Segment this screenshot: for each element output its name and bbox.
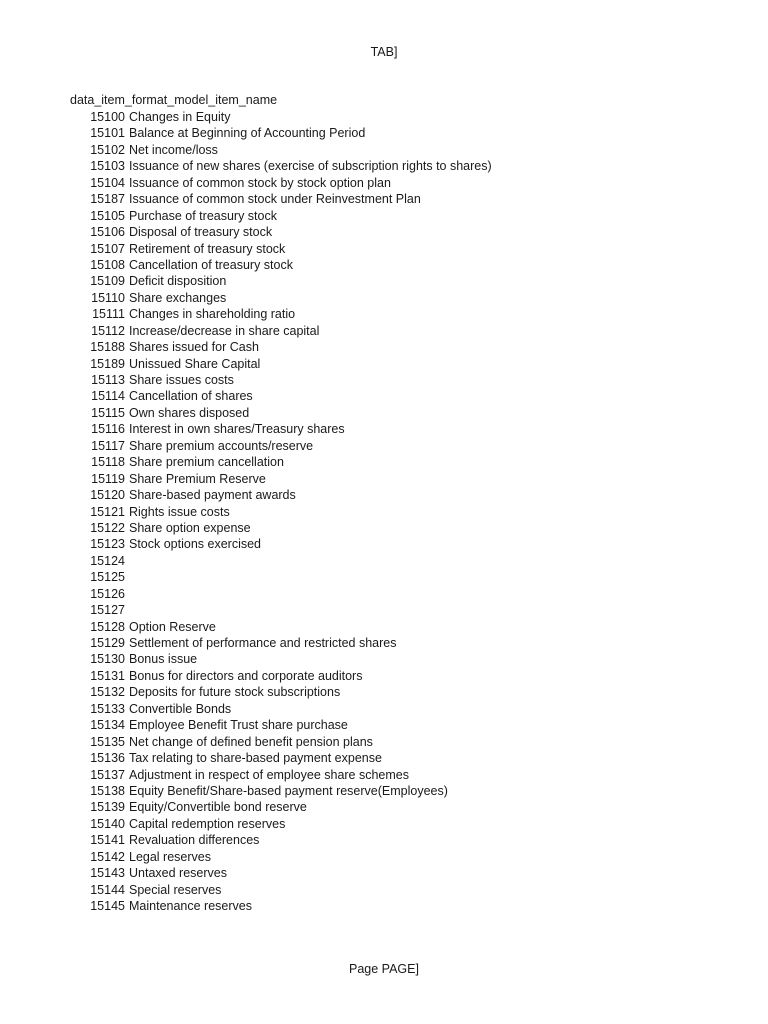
item-code: 15127 — [90, 603, 125, 618]
list-item — [70, 849, 492, 865]
item-name: Net income/loss — [129, 142, 218, 157]
item-name: Net change of defined benefit pension plans — [129, 734, 373, 749]
item-name: Maintenance reserves — [129, 899, 252, 913]
item-code: 15102 — [90, 142, 125, 157]
item-code: 15113 — [91, 373, 125, 387]
item-name: Own shares disposed — [129, 405, 250, 420]
item-name: Adjustment in respect of employee share schemes — [129, 767, 409, 782]
list-item — [70, 438, 492, 454]
item-code: 15132 — [90, 685, 125, 700]
item-name: Revaluation differences — [129, 833, 260, 848]
list-item — [70, 536, 492, 552]
item-name: Balance at Beginning of Accounting Period — [129, 126, 366, 141]
item-code: 15107 — [90, 241, 125, 256]
item-name: Settlement of performance and restricted shares — [129, 636, 397, 650]
list-item — [70, 388, 492, 404]
item-code: 15106 — [90, 225, 125, 240]
item-code: 15134 — [90, 718, 125, 733]
item-code: 15144 — [90, 882, 125, 897]
item-name: Equity/Convertible bond reserve — [129, 800, 307, 815]
list-item — [70, 208, 492, 224]
list-item — [70, 356, 492, 372]
item-name: Employee Benefit Trust share purchase — [129, 718, 348, 733]
list-item — [70, 471, 492, 487]
item-name: Disposal of treasury stock — [129, 225, 273, 240]
item-name: Capital redemption reserves — [129, 816, 286, 831]
item-code: 15125 — [90, 570, 125, 585]
item-code: 15143 — [90, 866, 125, 881]
item-name: Retirement of treasury stock — [129, 241, 286, 256]
item-code: 15103 — [90, 159, 125, 174]
item-name: Share issues costs — [129, 373, 234, 387]
item-code: 15142 — [90, 849, 125, 864]
list-item — [70, 816, 492, 832]
item-name: Shares issued for Cash — [129, 340, 259, 355]
list-item — [70, 750, 492, 766]
item-code: 15136 — [90, 751, 125, 766]
list-item — [70, 306, 492, 322]
item-name: Share premium cancellation — [129, 455, 284, 470]
item-name: Deposits for future stock subscriptions — [129, 685, 341, 700]
item-code: 15114 — [91, 389, 125, 404]
list-item — [70, 832, 492, 848]
item-code: 15100 — [90, 110, 125, 124]
item-name: Bonus issue — [129, 652, 198, 667]
page-footer: Page PAGE] — [349, 962, 419, 976]
item-code: 15128 — [90, 619, 125, 634]
item-code: 15105 — [90, 208, 125, 223]
item-name: Share-based payment awards — [129, 488, 296, 503]
list-item — [70, 767, 492, 783]
item-code: 15111 — [92, 307, 125, 322]
item-name: Deficit disposition — [129, 274, 227, 289]
item-name: Changes in Equity — [129, 110, 231, 124]
item-name: Cancellation of treasury stock — [129, 257, 293, 272]
item-name: Issuance of new shares (exercise of subscription rights to shares) — [129, 159, 492, 174]
list-item — [70, 421, 492, 437]
item-name: Issuance of common stock under Reinvestment Plan — [129, 192, 421, 207]
list-item — [70, 372, 492, 388]
list-item — [70, 109, 492, 125]
column-heading: data_item_format_model_item_name — [70, 93, 278, 107]
list-item — [70, 125, 492, 141]
item-name: Untaxed reserves — [129, 866, 227, 881]
item-name: Share premium accounts/reserve — [129, 438, 314, 453]
list-item — [70, 191, 492, 207]
item-name: Share Premium Reserve — [129, 471, 266, 486]
item-code: 15109 — [90, 274, 125, 289]
item-code: 15129 — [90, 636, 125, 650]
item-code: 15119 — [91, 471, 125, 486]
list-item — [70, 602, 492, 618]
list-item — [70, 569, 492, 585]
item-code: 15122 — [90, 520, 125, 535]
list-item — [70, 553, 492, 569]
item-name: Stock options exercised — [129, 537, 262, 552]
item-code: 15130 — [90, 652, 125, 667]
list-item — [70, 454, 492, 470]
list-item — [70, 142, 492, 158]
list-item — [70, 586, 492, 602]
list-item — [70, 882, 492, 898]
item-code: 15123 — [90, 537, 125, 552]
list-item — [70, 257, 492, 273]
item-code: 15133 — [90, 701, 125, 716]
item-list — [70, 109, 492, 914]
list-item — [70, 799, 492, 815]
item-code: 15135 — [90, 734, 125, 749]
list-item — [70, 701, 492, 717]
item-name: Changes in shareholding ratio — [129, 307, 296, 322]
item-code: 15118 — [91, 455, 125, 470]
item-name: Tax relating to share-based payment expense — [129, 751, 382, 766]
item-name: Share exchanges — [129, 290, 227, 305]
item-name: Interest in own shares/Treasury shares — [129, 422, 345, 437]
list-item — [70, 504, 492, 520]
list-item — [70, 783, 492, 799]
list-item — [70, 651, 492, 667]
item-code: 15101 — [90, 126, 125, 141]
item-code: 15112 — [91, 323, 125, 338]
item-code: 15145 — [90, 899, 125, 913]
item-code: 15108 — [90, 257, 125, 272]
item-code: 15116 — [91, 422, 125, 437]
item-code: 15110 — [91, 290, 125, 305]
item-code: 15124 — [90, 553, 125, 568]
list-item — [70, 487, 492, 503]
list-item — [70, 175, 492, 191]
list-item — [70, 405, 492, 421]
item-name: Cancellation of shares — [129, 389, 253, 404]
item-code: 15138 — [90, 783, 125, 798]
list-item — [70, 273, 492, 289]
list-item — [70, 339, 492, 355]
item-name: Equity Benefit/Share-based payment reserve(Employees) — [129, 783, 448, 798]
list-item — [70, 224, 492, 240]
item-name: Option Reserve — [129, 619, 216, 634]
item-name: Convertible Bonds — [129, 701, 232, 716]
list-item — [70, 635, 492, 651]
item-code: 15137 — [90, 767, 125, 782]
item-name: Bonus for directors and corporate auditors — [129, 668, 363, 683]
list-item — [70, 898, 492, 914]
item-name: Issuance of common stock by stock option plan — [129, 175, 391, 190]
list-item — [70, 668, 492, 684]
list-item — [70, 684, 492, 700]
item-code: 15131 — [90, 668, 125, 683]
list-item — [70, 241, 492, 257]
page-header: TAB] — [370, 45, 398, 59]
item-name: Increase/decrease in share capital — [129, 323, 320, 338]
item-code: 15140 — [90, 816, 125, 831]
list-item — [70, 619, 492, 635]
item-code: 15126 — [90, 586, 125, 601]
item-name: Legal reserves — [129, 849, 211, 864]
item-code: 15189 — [90, 356, 125, 371]
list-item — [70, 158, 492, 174]
item-name: Unissued Share Capital — [129, 356, 261, 371]
item-name: Rights issue costs — [129, 504, 230, 519]
item-code: 15121 — [90, 504, 125, 519]
item-code: 15139 — [90, 800, 125, 815]
list-item — [70, 290, 492, 306]
item-code: 15117 — [91, 438, 125, 453]
item-code: 15120 — [90, 488, 125, 503]
list-item — [70, 323, 492, 339]
item-name: Purchase of treasury stock — [129, 208, 277, 223]
item-code: 15187 — [90, 192, 125, 207]
item-name: Special reserves — [129, 882, 222, 897]
list-item — [70, 520, 492, 536]
list-item — [70, 734, 492, 750]
item-name: Share option expense — [129, 520, 251, 535]
item-code: 15104 — [90, 175, 125, 190]
list-item — [70, 865, 492, 881]
item-code: 15188 — [90, 340, 125, 355]
list-item — [70, 717, 492, 733]
item-code: 15141 — [90, 833, 125, 848]
item-code: 15115 — [91, 405, 125, 420]
